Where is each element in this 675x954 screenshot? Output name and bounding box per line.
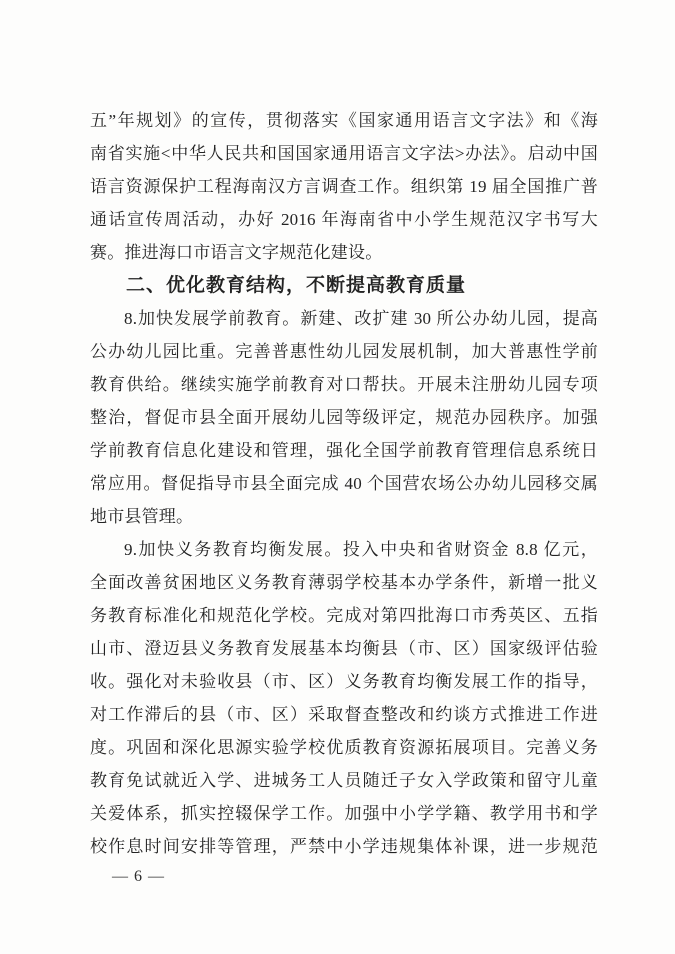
document-line: 山市、澄迈县义务教育发展基本均衡县（市、区）国家级评估验 [90,639,598,658]
document-body [90,104,598,863]
document-line: 务教育标准化和规范化学校。完成对第四批海口市秀英区、五指 [90,606,598,625]
document-line: 教育供给。继续实施学前教育对口帮扶。开展未注册幼儿园专项 [90,375,598,394]
document-line: 关爱体系，抓实控辍保学工作。加强中小学学籍、教学用书和学 [90,804,598,823]
document-line: 五”年规划》的宣传，贯彻落实《国家通用语言文字法》和《海 [90,111,598,130]
document-line: 南省实施<中华人民共和国国家通用语言文字法>办法》。启动中国 [90,144,598,163]
document-line: 对工作滞后的县（市、区）采取督查整改和约谈方式推进工作进 [90,705,598,724]
section-heading: 二、优化教育结构，不断提高教育质量 [126,275,467,296]
document-line: 语言资源保护工程海南汉方言调查工作。组织第 19 届全国推广普 [90,177,598,196]
document-line: 地市县管理。 [90,507,194,526]
document-line: 收。强化对未验收县（市、区）义务教育均衡发展工作的指导， [90,672,598,691]
document-line: 公办幼儿园比重。完善普惠性幼儿园发展机制，加大普惠性学前 [90,342,598,361]
paragraph-start-line: 9.加快义务教育均衡发展。投入中央和省财资金 8.8 亿元， [124,540,598,559]
document-line: 度。巩固和深化思源实验学校优质教育资源拓展项目。完善义务 [90,738,598,757]
paragraph-start-line: 8.加快发展学前教育。新建、改扩建 30 所公办幼儿园，提高 [124,309,598,328]
document-line: 全面改善贫困地区义务教育薄弱学校基本办学条件，新增一批义 [90,573,598,592]
document-line: 常应用。督促指导市县全面完成 40 个国营农场公办幼儿园移交属 [90,474,598,493]
document-line: 通话宣传周活动，办好 2016 年海南省中小学生规范汉字书写大 [90,210,598,229]
page-number: — 6 — [112,868,165,885]
document-line: 学前教育信息化建设和管理，强化全国学前教育管理信息系统日 [90,441,598,460]
document-line: 赛。推进海口市语言文字规范化建设。 [90,243,383,262]
document-line: 教育免试就近入学、进城务工人员随迁子女入学政策和留守儿童 [90,771,598,790]
document-line: 校作息时间安排等管理，严禁中小学违规集体补课，进一步规范 [90,837,598,856]
document-line: 整治，督促市县全面开展幼儿园等级评定，规范办园秩序。加强 [90,408,598,427]
